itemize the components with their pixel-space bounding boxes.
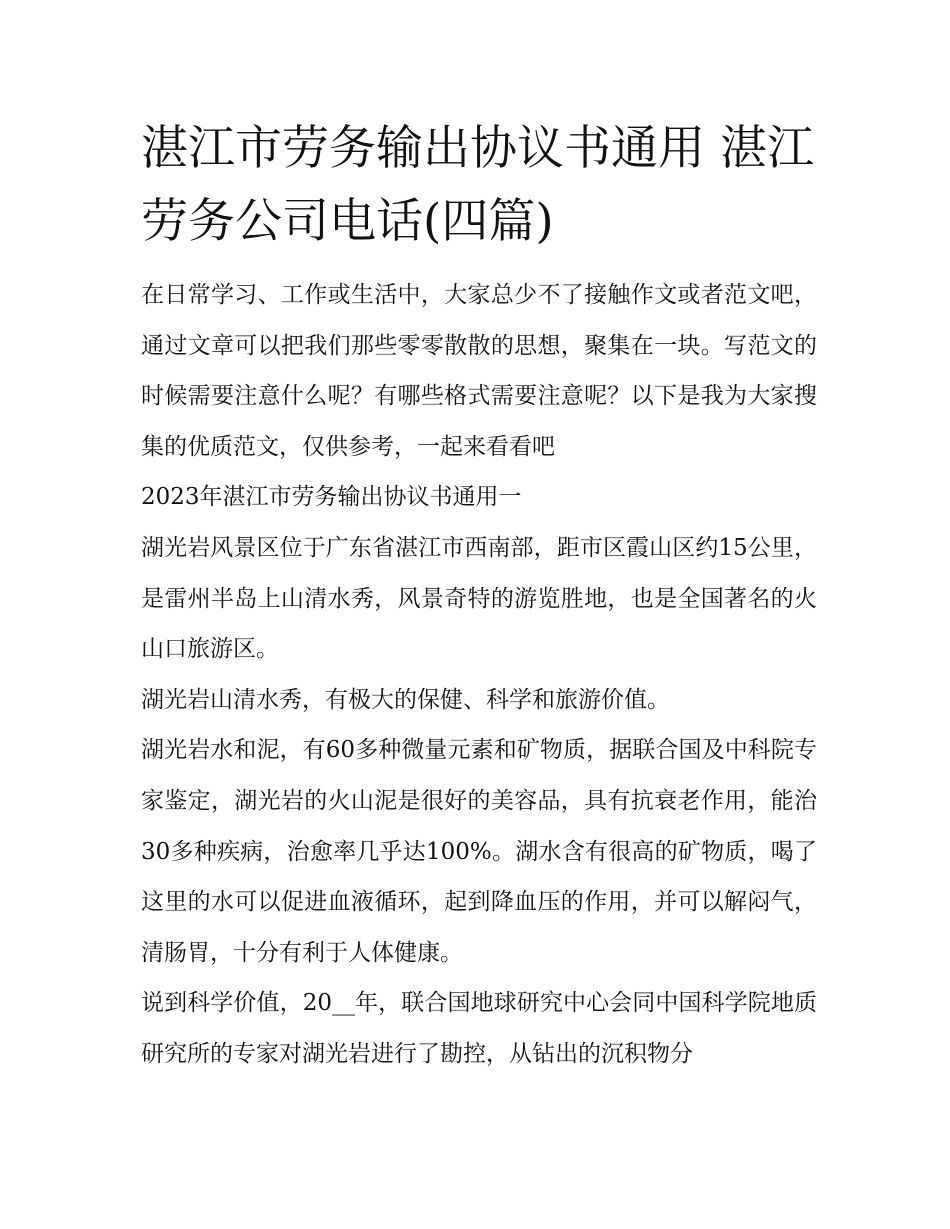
body-paragraph: 湖光岩山清水秀，有极大的保健、科学和旅游价值。 xyxy=(141,686,670,713)
body-paragraph: 湖光岩风景区位于广东省湛江市西南部，距市区霞山区约15公里，是雷州半岛上山清水秀，风景奇特的游览胜地，也是全国著名的火山口旅游区。 xyxy=(141,534,817,663)
intro-paragraph: 在日常学习、工作或生活中，大家总少不了接触作文或者范文吧，通过文章可以把我们那些零零散散的思想，聚集在一块。写范文的时候需要注意什么呢？有哪些格式需要注意呢？以下是我为大家搜集的优质范文，仅供参考，一起来看看吧 xyxy=(141,282,817,460)
section-heading: 2023年湛江市劳务输出协议书通用一 xyxy=(141,484,522,511)
document-title: 湛江市劳务输出协议书通用 湛江劳务公司电话(四篇) xyxy=(141,121,814,249)
body-paragraph: 湖光岩水和泥，有60多种微量元素和矿物质，据联合国及中科院专家鉴定，湖光岩的火山泥是很好的美容品，具有抗衰老作用，能治30多种疾病，治愈率几乎达100%。湖水含有很高的矿物质，喝了这里的水可以促进血液循环，起到降血压的作用，并可以解闷气，清肠胃，十分有利于人体健康。 xyxy=(141,737,817,966)
body-paragraph: 说到科学价值，20__年，联合国地球研究中心会同中国科学院地质研究所的专家对湖光岩进行了勘控，从钻出的沉积物分 xyxy=(141,990,817,1067)
document-body xyxy=(141,112,817,1080)
